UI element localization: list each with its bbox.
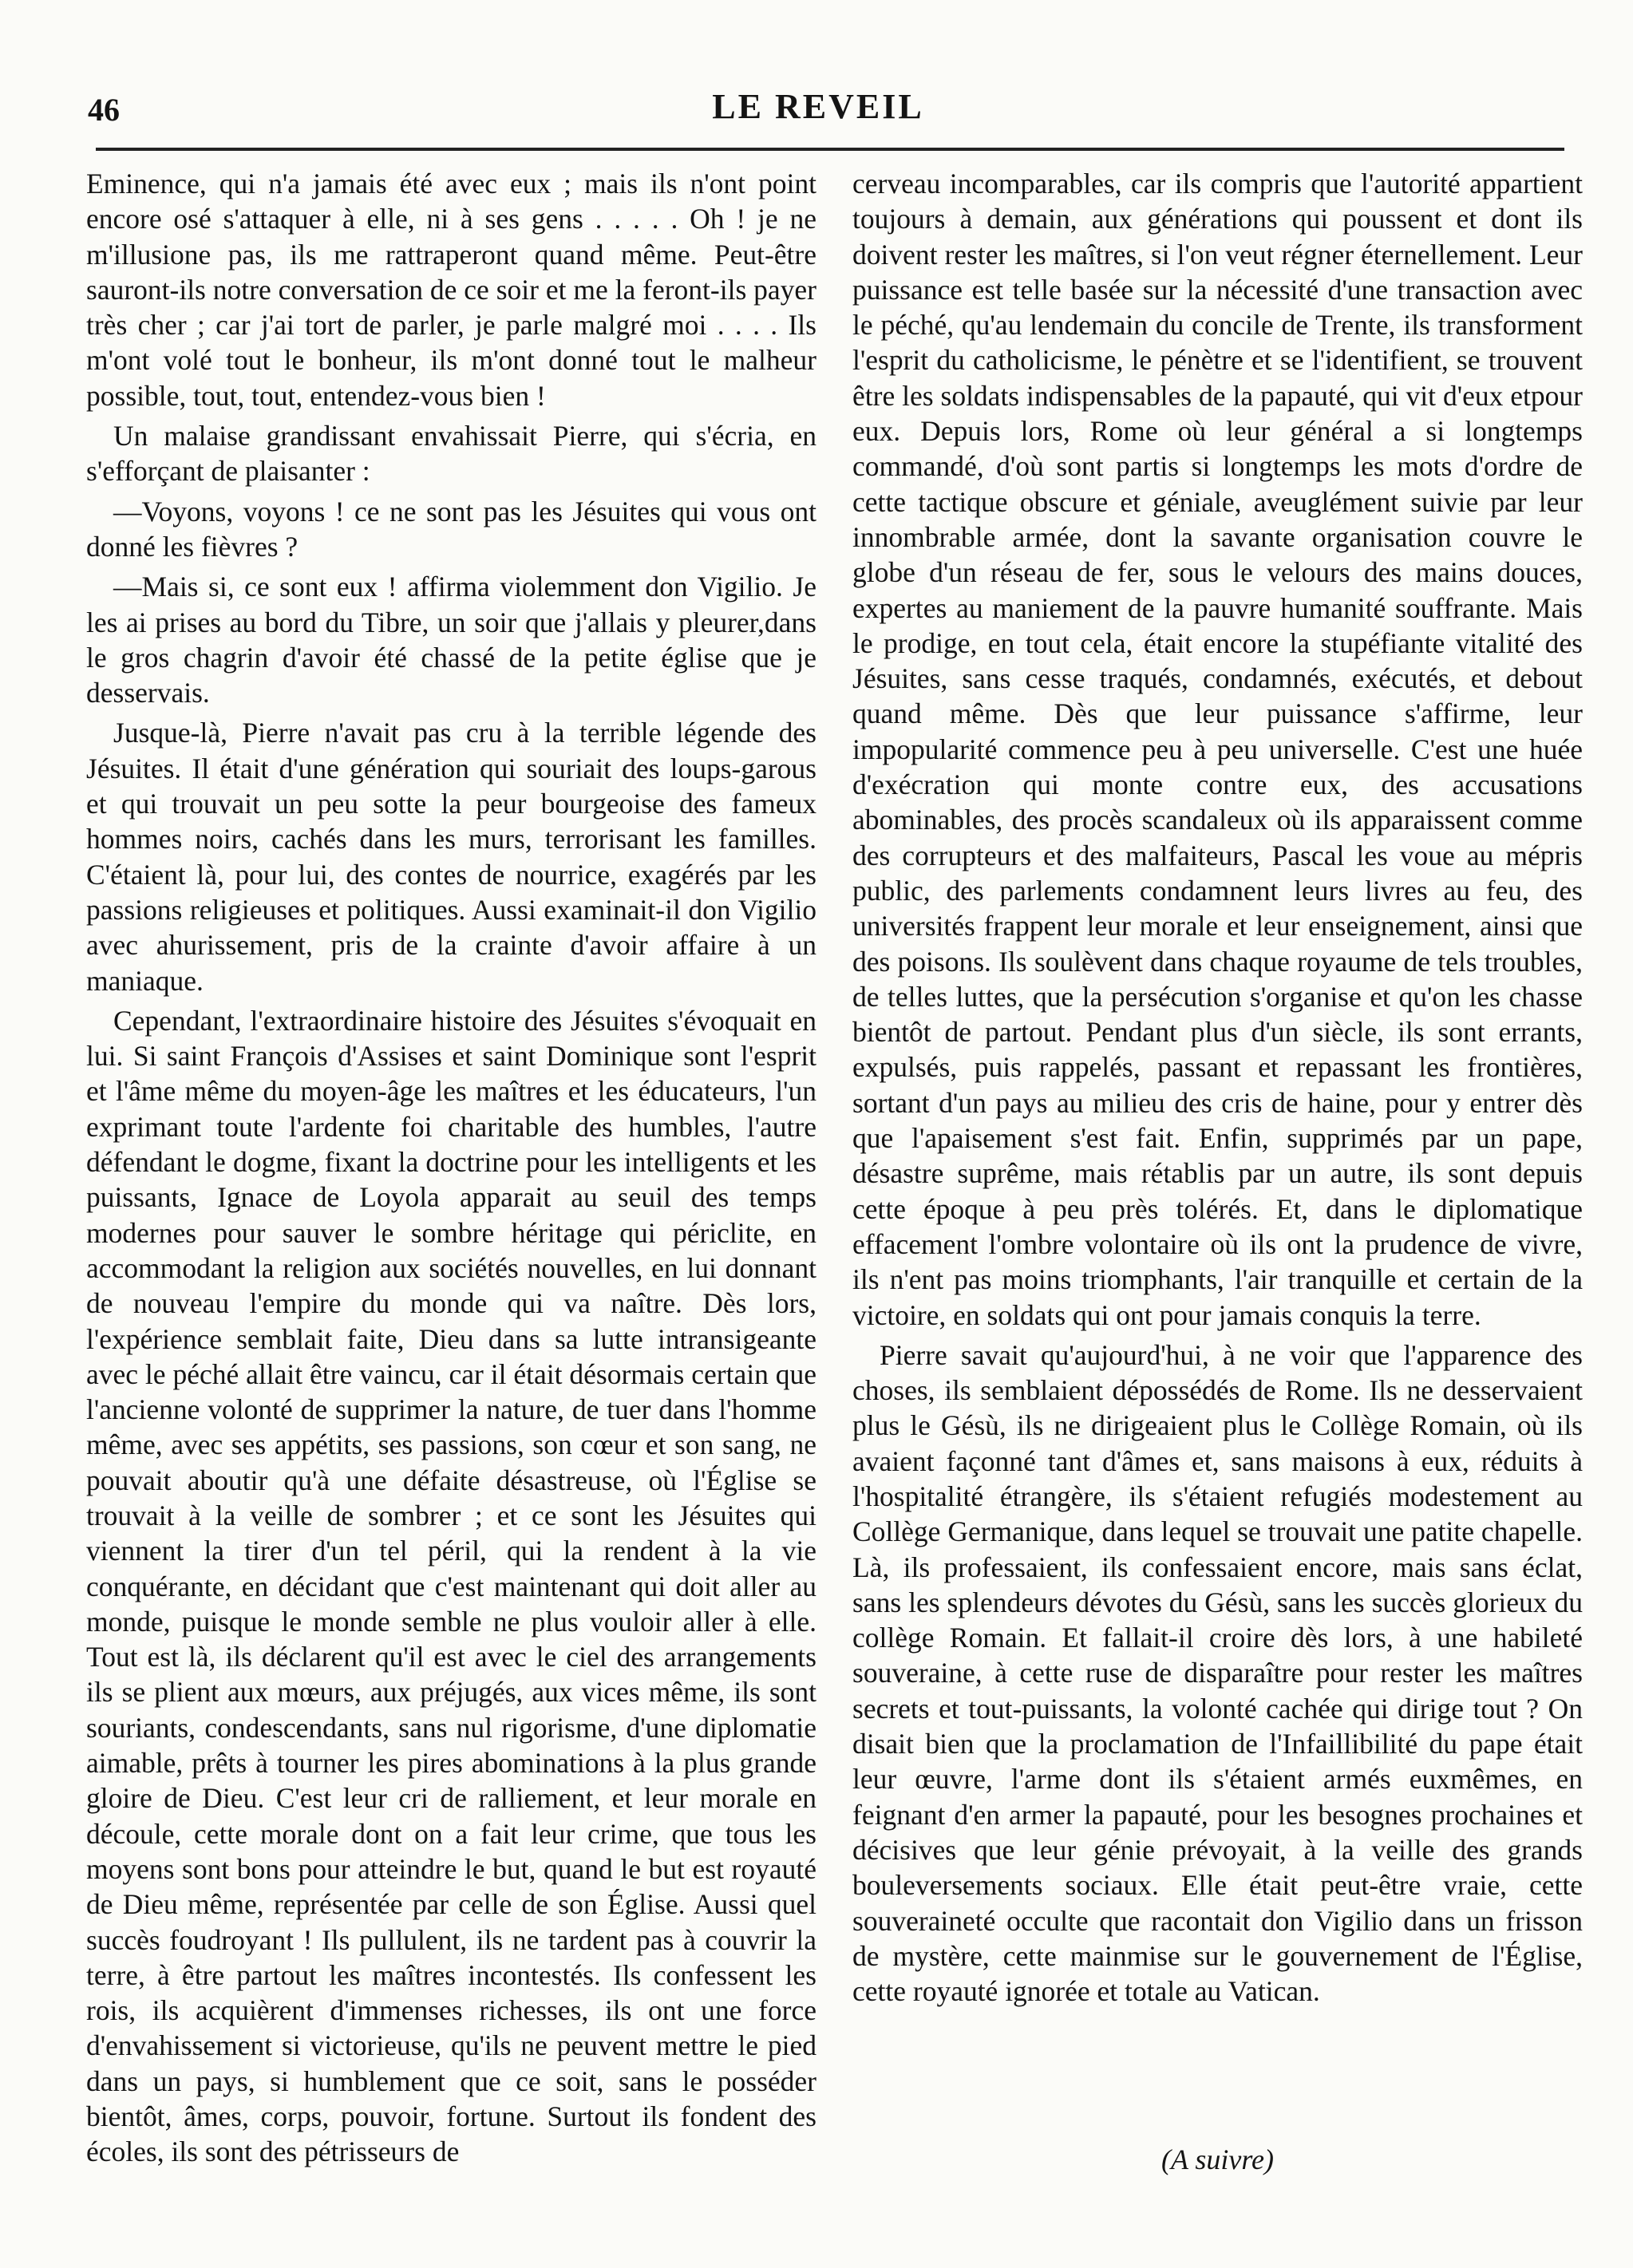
to-be-continued-note: (A suivre) bbox=[1161, 2144, 1274, 2175]
paragraph: Eminence, qui n'a jamais été avec eux ; mais ils n'ont point encore osé s'attaquer à elle, ni à ses gens . . . . . Oh ! je ne m'illusione pas, ils me rattraperont quand même. Peut-être sauront-ils notre conversation de ce soir et me la feront-ils payer très cher ; car j'ai tort de parler, je parle malgré moi . . . . Ils m'ont volé tout le bonheur, ils m'ont donné tout le malheur possible, tout, tout, entendez-vous bien ! bbox=[86, 168, 816, 412]
right-column bbox=[852, 166, 1583, 2009]
page-header bbox=[80, 86, 1556, 134]
paragraph: —Voyons, voyons ! ce ne sont pas les Jésuites qui vous ont donné les fièvres ? bbox=[86, 495, 816, 563]
page-number: 46 bbox=[88, 92, 120, 128]
paragraph: cerveau incomparables, car ils compris que l'autorité appartient toujours à demain, aux générations qui poussent et dont ils doivent rester les maîtres, si l'on veut régner éternellement. Leur puissance est telle basée sur la nécessité d'une transaction avec le péché, qu'au lendemain du concile de Trente, ils transforment l'esprit du catholicisme, le pénètre et se l'identifient, se trouvent être les soldats indispensables de la papauté, qui vit d'eux etpour eux. Depuis lors, Rome où leur général a si longtemps commandé, d'où sont partis si longtemps les mots d'ordre de cette tactique obscure et géniale, aveuglément suivie par leur innombrable armée, dont la savante organisation couvre le globe d'un réseau de fer, sous le velours des mains douces, expertes au maniement de la pauvre humanité souffrante. Mais le prodige, en tout cela, était encore la stupéfiante vitalité des Jésuites, sans cesse traqués, condamnés, exécutés, et debout quand même. Dès que leur puissance s'affirme, leur impopularité commence peu à peu universelle. C'est une huée d'exécration qui monte contre eux, des accusations abominables, des procès scandaleux où ils apparaissent comme des corrupteurs et des malfaiteurs, Pascal les voue au mépris public, des parlements condamnent leurs livres au feu, des universités frappent leur morale et leur enseignement, ainsi que des poisons. Ils soulèvent dans chaque royaume de tels troubles, de telles luttes, que la persécution s'organise et qu'on les chasse bientôt de partout. Pendant plus d'un siècle, ils sont errants, expulsés, puis rappelés, passant et repassant les frontières, sortant d'un pays au milieu des cris de haine, pour y entrer dès que l'apaisement s'est fait. Enfin, supprimés par un pape, désastre suprême, mais rétablis par un autre, ils sont depuis cette époque à peu près tolérés. Et, dans le diplomatique effacement l'ombre volontaire où ils ont la prudence de vivre, ils n'ent pas moins triomphants, l'air tranquille et certain de la victoire, en soldats qui ont pour jamais conquis la terre. bbox=[852, 168, 1583, 1331]
paragraph: Un malaise grandissant envahissait Pierre, qui s'écria, en s'efforçant de plaisanter : bbox=[86, 420, 816, 488]
journal-title: LE REVEIL bbox=[712, 87, 924, 126]
left-column bbox=[86, 166, 816, 2170]
paragraph: Cependant, l'extraordinaire histoire des Jésuites s'évoquait en lui. Si saint François d'Assises et saint Dominique sont l'esprit et l'âme même du moyen-âge les maîtres et les éducateurs, l'un exprimant toute l'ardente foi charitable des humbles, l'autre défendant le dogme, fixant la doctrine pour les intelligents et les puissants, Ignace de Loyola apparait au seuil des temps modernes pour sauver le sombre héritage qui périclite, en accommodant la religion aux sociétés nouvelles, en lui donnant de nouveau l'empire du monde qui va naître. Dès lors, l'expérience semblait faite, Dieu dans sa lutte intransigeante avec le péché allait être vaincu, car il était désormais certain que l'ancienne volonté de supprimer la nature, de tuer dans l'homme même, avec ses appétits, ses passions, son cœur et son sang, ne pouvait aboutir qu'à une défaite désastreuse, où l'Église se trouvait à la veille de sombrer ; et ce sont les Jésuites qui viennent la tirer d'un tel péril, qui la rendent à la vie conquérante, en décidant que c'est maintenant qui doit aller au monde, puisque le monde semble ne plus vouloir aller à elle. Tout est là, ils déclarent qu'il est avec le ciel des arrangements ils se plient aux mœurs, aux préjugés, aux vices même, ils sont souriants, condescendants, sans nul rigorisme, d'une diplomatie aimable, prêts à tourner les pires abominations à la plus grande gloire de Dieu. C'est leur cri de ralliement, et leur morale en découle, cette morale dont on a fait leur crime, que tous les moyens sont bons pour atteindre le but, quand le but est royauté de Dieu même, représentée par celle de son Église. Aussi quel succès foudroyant ! Ils pullulent, ils ne tardent pas à couvrir la terre, à être partout les maîtres incontestés. Ils confessent les rois, ils acquièrent d'immenses richesses, ils ont une force d'envahissement si victorieuse, qu'ils ne peuvent mettre le pied dans un pays, si humblement que ce soit, sans le posséder bientôt, âmes, corps, pouvoir, fortune. Surtout ils fondent des écoles, ils sont des pétrisseurs de bbox=[86, 1004, 816, 2168]
paragraph: Pierre savait qu'aujourd'hui, à ne voir que l'apparence des choses, ils semblaient dépossédés de Rome. Ils ne desservaient plus le Gésù, ils ne dirigeaient plus le Collège Romain, où ils avaient façonné tant d'âmes et, sans maisons à eux, réduits à l'hospitalité étrangère, ils s'étaient refugiés modestement au Collège Germanique, dans lequel se trouvait une patite chapelle. Là, ils professaient, ils confessaient encore, mais sans éclat, sans les splendeurs dévotes du Gésù, sans les succès glorieux du collège Romain. Et fallait-il croire dès lors, à une habileté souveraine, à cette ruse de disparaître pour rester les maîtres secrets et tout-puissants, la volonté cachée qui dirige tout ? On disait bien que la proclamation de l'Infaillibilité du pape était leur œuvre, l'arme dont ils s'étaient armés euxmêmes, en feignant d'en armer la papauté, pour les besognes prochaines et décisives que leur génie prévoyait, à la veille des grands bouleversements sociaux. Elle était peut-être vraie, cette souveraineté occulte que racontait don Vigilio dans un frisson de mystère, cette mainmise sur le gouvernement de l'Église, cette royauté ignorée et totale au Vatican. bbox=[852, 1338, 1583, 2008]
paragraph: Jusque-là, Pierre n'avait pas cru à la terrible légende des Jésuites. Il était d'une génération qui souriait des loups-garous et qui trouvait un peu sotte la peur bourgeoise des fameux hommes noirs, cachés dans les murs, terrorisant les familles. C'étaient là, pour lui, des contes de nourrice, exagérés par les passions religieuses et politiques. Aussi examinait-il don Vigilio avec ahurissement, pris de la crainte d'avoir affaire à un maniaque. bbox=[86, 717, 816, 997]
header-rule bbox=[96, 148, 1564, 151]
paragraph: —Mais si, ce sont eux ! affirma violemment don Vigilio. Je les ai prises au bord du Tibre, un soir que j'allais y pleurer,dans le gros chagrin d'avoir été chassé de la petite église que je desservais. bbox=[86, 571, 816, 709]
